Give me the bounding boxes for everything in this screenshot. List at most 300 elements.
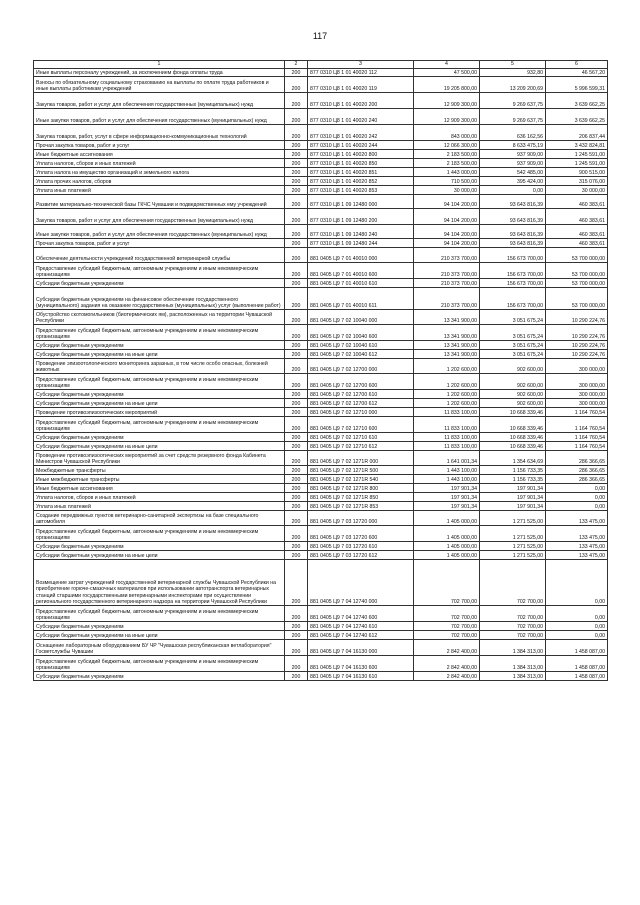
cell-code: 881 0405 Ц9 7 01 40010 000	[308, 248, 414, 263]
table-row	[34, 310, 608, 325]
cell-fact: 1 271 525,00	[480, 551, 546, 560]
header-cell: 3	[308, 61, 414, 69]
cell-name: Развитие материально-технической базы ГКЧС Чувашии и подведомственных ему учреждений	[34, 195, 285, 209]
cell-rest: 0,00	[546, 622, 608, 631]
cell-name: Проведение противоэпизоотических мероприятий	[34, 408, 285, 417]
header-cell: 2	[285, 61, 308, 69]
cell-grbs: 200	[285, 341, 308, 350]
cell-grbs: 200	[285, 279, 308, 288]
cell-name: Предоставление субсидий бюджетным, автономным учреждениям и иным некоммерческим организациям	[34, 263, 285, 279]
cell-code: 877 0310 Ц8 1 01 40020 244	[308, 141, 414, 150]
cell-code: 881 0405 Ц9 7 04 12740 000	[308, 560, 414, 606]
cell-grbs: 200	[285, 168, 308, 177]
cell-fact: 902 600,00	[480, 359, 546, 374]
cell-fact: 197 901,34	[480, 484, 546, 493]
table-row	[34, 399, 608, 408]
cell-plan: 210 373 700,00	[414, 248, 480, 263]
cell-code: 877 0310 Ц8 1 01 40020 852	[308, 177, 414, 186]
cell-plan: 210 373 700,00	[414, 279, 480, 288]
cell-plan: 94 104 200,00	[414, 195, 480, 209]
cell-grbs: 200	[285, 399, 308, 408]
cell-rest: 286 366,65	[546, 451, 608, 466]
cell-fact: 1 156 733,35	[480, 466, 546, 475]
cell-fact: 10 668 339,46	[480, 442, 546, 451]
cell-fact: 1 156 733,35	[480, 475, 546, 484]
page-number: 117	[312, 31, 328, 41]
cell-code: 877 0310 Ц8 1 01 40020 853	[308, 186, 414, 195]
cell-rest: 1 164 760,54	[546, 417, 608, 433]
table-row	[34, 125, 608, 141]
cell-fact: 937 909,00	[480, 159, 546, 168]
cell-plan: 2 183 500,00	[414, 150, 480, 159]
cell-rest: 53 700 000,00	[546, 279, 608, 288]
cell-rest: 3 639 662,25	[546, 109, 608, 125]
cell-grbs: 200	[285, 672, 308, 681]
cell-code: 877 0310 Ц8 1 01 40020 200	[308, 93, 414, 109]
cell-name: Закупка товаров, работ и услуг для обеспечения государственных (муниципальных) нужд	[34, 209, 285, 225]
cell-fact: 932,80	[480, 69, 546, 77]
cell-fact: 93 643 816,39	[480, 195, 546, 209]
cell-rest: 900 515,00	[546, 168, 608, 177]
cell-fact: 0,00	[480, 186, 546, 195]
cell-code: 881 0405 Ц9 7 02 12700 600	[308, 374, 414, 390]
cell-code: 881 0405 Ц9 7 02 1271R 540	[308, 475, 414, 484]
cell-rest: 133 475,00	[546, 511, 608, 526]
table-row	[34, 159, 608, 168]
cell-rest: 460 383,61	[546, 195, 608, 209]
table-row	[34, 502, 608, 511]
cell-plan: 11 833 100,00	[414, 408, 480, 417]
cell-code: 881 0405 Ц9 7 01 40010 610	[308, 279, 414, 288]
cell-grbs: 200	[285, 417, 308, 433]
cell-code: 877 0310 Ц8 1 09 12480 240	[308, 225, 414, 239]
cell-rest: 1 458 087,00	[546, 672, 608, 681]
cell-grbs: 200	[285, 622, 308, 631]
table-row	[34, 374, 608, 390]
cell-plan: 1 443 100,00	[414, 475, 480, 484]
table-row	[34, 672, 608, 681]
table-body	[34, 69, 608, 681]
cell-rest: 300 000,00	[546, 359, 608, 374]
table-row	[34, 408, 608, 417]
cell-plan: 1 443 000,00	[414, 168, 480, 177]
cell-rest: 0,00	[546, 484, 608, 493]
cell-plan: 710 500,00	[414, 177, 480, 186]
cell-name: Межбюджетные трансферты	[34, 466, 285, 475]
cell-plan: 13 341 900,00	[414, 325, 480, 341]
cell-name: Закупка товаров, работ и услуг для обеспечения государственных (муниципальных) нужд	[34, 93, 285, 109]
cell-code: 877 0310 Ц8 1 01 40020 240	[308, 109, 414, 125]
cell-grbs: 200	[285, 433, 308, 442]
cell-fact: 197 901,34	[480, 493, 546, 502]
cell-name: Уплата прочих налогов, сборов	[34, 177, 285, 186]
cell-name: Субсидии бюджетным учреждениям	[34, 279, 285, 288]
cell-grbs: 200	[285, 656, 308, 672]
cell-rest: 0,00	[546, 502, 608, 511]
table-row	[34, 560, 608, 606]
cell-code: 881 0405 Ц9 7 02 12700 000	[308, 359, 414, 374]
cell-code: 877 0310 Ц8 1 09 12480 244	[308, 239, 414, 248]
cell-name: Иные закупки товаров, работ и услуг для обеспечения государственных (муниципальных) нужд	[34, 109, 285, 125]
cell-plan: 1 641 001,34	[414, 451, 480, 466]
cell-plan: 1 405 000,00	[414, 526, 480, 542]
cell-name: Субсидии бюджетным учреждениям на иные цели	[34, 399, 285, 408]
cell-code: 881 0405 Ц9 7 02 12710 600	[308, 417, 414, 433]
cell-name: Проведение противоэпизоотических мероприятий за счет средств резервного фонда Кабинета Министров Чувашской Республики	[34, 451, 285, 466]
cell-fact: 9 269 637,75	[480, 93, 546, 109]
cell-grbs: 200	[285, 195, 308, 209]
cell-fact: 395 424,00	[480, 177, 546, 186]
cell-grbs: 200	[285, 310, 308, 325]
cell-name: Субсидии бюджетным учреждениям	[34, 341, 285, 350]
table-header-row	[34, 61, 608, 69]
cell-plan: 94 104 200,00	[414, 239, 480, 248]
cell-code: 877 0310 Ц8 1 01 40020 800	[308, 150, 414, 159]
table-row	[34, 359, 608, 374]
cell-rest: 53 700 000,00	[546, 288, 608, 310]
cell-fact: 636 162,56	[480, 125, 546, 141]
cell-code: 881 0405 Ц9 7 02 10040 000	[308, 310, 414, 325]
cell-code: 877 0310 Ц8 1 01 40020 242	[308, 125, 414, 141]
cell-fact: 13 209 200,69	[480, 77, 546, 93]
cell-rest: 300 000,00	[546, 399, 608, 408]
header-cell: 4	[414, 61, 480, 69]
cell-plan: 47 500,00	[414, 69, 480, 77]
table-row	[34, 141, 608, 150]
cell-name: Субсидии бюджетным учреждениям	[34, 390, 285, 399]
cell-plan: 210 373 700,00	[414, 288, 480, 310]
cell-code: 881 0405 Ц9 7 02 10040 600	[308, 325, 414, 341]
table-row	[34, 225, 608, 239]
cell-code: 881 0405 Ц9 7 03 12720 000	[308, 511, 414, 526]
cell-grbs: 200	[285, 475, 308, 484]
table-row	[34, 168, 608, 177]
cell-name: Уплата иных платежей	[34, 186, 285, 195]
cell-rest: 133 475,00	[546, 551, 608, 560]
cell-plan: 94 104 200,00	[414, 209, 480, 225]
cell-grbs: 200	[285, 390, 308, 399]
cell-code: 877 0310 Ц8 1 09 12480 000	[308, 195, 414, 209]
cell-plan: 197 901,34	[414, 493, 480, 502]
table-row	[34, 288, 608, 310]
cell-grbs: 200	[285, 325, 308, 341]
cell-code: 881 0405 Ц9 7 04 16130 000	[308, 640, 414, 656]
table-row	[34, 195, 608, 209]
cell-grbs: 200	[285, 442, 308, 451]
cell-code: 881 0405 Ц9 7 02 12710 000	[308, 408, 414, 417]
cell-grbs: 200	[285, 69, 308, 77]
cell-name: Субсидии бюджетным учреждениям на иные цели	[34, 442, 285, 451]
cell-grbs: 200	[285, 248, 308, 263]
cell-fact: 3 051 675,24	[480, 341, 546, 350]
cell-grbs: 200	[285, 225, 308, 239]
cell-rest: 300 000,00	[546, 374, 608, 390]
cell-grbs: 200	[285, 526, 308, 542]
cell-code: 881 0405 Ц9 7 04 12740 600	[308, 606, 414, 622]
cell-plan: 197 901,34	[414, 484, 480, 493]
cell-code: 881 0405 Ц9 7 02 12700 612	[308, 399, 414, 408]
cell-grbs: 200	[285, 177, 308, 186]
cell-fact: 10 668 339,46	[480, 408, 546, 417]
cell-plan: 843 000,00	[414, 125, 480, 141]
cell-rest: 1 458 087,00	[546, 640, 608, 656]
cell-grbs: 200	[285, 502, 308, 511]
table-row	[34, 526, 608, 542]
cell-plan: 2 183 500,00	[414, 159, 480, 168]
cell-plan: 12 909 300,00	[414, 93, 480, 109]
cell-fact: 1 271 525,00	[480, 542, 546, 551]
cell-name: Предоставление субсидий бюджетным, автономным учреждениям и иным некоммерческим организациям	[34, 606, 285, 622]
table-row	[34, 656, 608, 672]
cell-name: Уплата иных платежей	[34, 502, 285, 511]
cell-rest: 460 383,61	[546, 225, 608, 239]
cell-rest: 10 290 224,76	[546, 341, 608, 350]
cell-code: 881 0405 Ц9 7 03 12720 612	[308, 551, 414, 560]
table-row	[34, 248, 608, 263]
cell-plan: 1 202 600,00	[414, 390, 480, 399]
cell-code: 881 0405 Ц9 7 02 12710 610	[308, 433, 414, 442]
cell-fact: 156 673 700,00	[480, 263, 546, 279]
cell-rest: 53 700 000,00	[546, 248, 608, 263]
cell-grbs: 200	[285, 288, 308, 310]
cell-grbs: 200	[285, 551, 308, 560]
cell-grbs: 200	[285, 77, 308, 93]
cell-fact: 8 633 475,19	[480, 141, 546, 150]
cell-code: 877 0310 Ц8 1 01 40020 850	[308, 159, 414, 168]
table-row	[34, 209, 608, 225]
table-row	[34, 325, 608, 341]
cell-code: 881 0405 Ц9 7 02 12710 612	[308, 442, 414, 451]
cell-plan: 702 700,00	[414, 606, 480, 622]
cell-grbs: 200	[285, 263, 308, 279]
table-row	[34, 186, 608, 195]
cell-grbs: 200	[285, 408, 308, 417]
cell-plan: 1 405 000,00	[414, 511, 480, 526]
cell-fact: 197 901,34	[480, 502, 546, 511]
cell-fact: 702 700,00	[480, 606, 546, 622]
cell-rest: 460 383,61	[546, 209, 608, 225]
table-row	[34, 263, 608, 279]
cell-name: Уплата налогов, сборов и иных платежей	[34, 159, 285, 168]
table-row	[34, 433, 608, 442]
cell-name: Уплата налога на имущество организаций и земельного налога	[34, 168, 285, 177]
table-row	[34, 239, 608, 248]
cell-grbs: 200	[285, 209, 308, 225]
cell-plan: 702 700,00	[414, 631, 480, 640]
cell-fact: 9 269 637,75	[480, 109, 546, 125]
table-row	[34, 622, 608, 631]
cell-plan: 11 833 100,00	[414, 417, 480, 433]
cell-rest: 133 475,00	[546, 542, 608, 551]
cell-name: Взносы по обязательному социальному страхованию на выплаты по оплате труда работников и иные выплаты работникам учреждений	[34, 77, 285, 93]
cell-rest: 133 475,00	[546, 526, 608, 542]
cell-grbs: 200	[285, 141, 308, 150]
budget-table	[33, 60, 608, 681]
cell-name: Предоставление субсидий бюджетным, автономным учреждениям и иным некоммерческим организациям	[34, 526, 285, 542]
cell-fact: 93 643 816,39	[480, 225, 546, 239]
cell-fact: 1 384 313,00	[480, 640, 546, 656]
cell-name: Предоставление субсидий бюджетным, автономным учреждениям и иным некоммерческим организациям	[34, 417, 285, 433]
cell-code: 881 0405 Ц9 7 01 40010 600	[308, 263, 414, 279]
cell-name: Субсидии бюджетным учреждениям на финансовое обеспечение государственного (муниципального) задания на оказание государственных (муниципальных) услуг (выполнение работ)	[34, 288, 285, 310]
cell-fact: 156 673 700,00	[480, 279, 546, 288]
cell-code: 881 0405 Ц9 7 02 12700 610	[308, 390, 414, 399]
cell-name: Субсидии бюджетным учреждениям	[34, 433, 285, 442]
cell-plan: 19 205 800,00	[414, 77, 480, 93]
cell-grbs: 200	[285, 374, 308, 390]
table-row	[34, 511, 608, 526]
table-row	[34, 475, 608, 484]
cell-code: 881 0405 Ц9 7 02 1271R 800	[308, 484, 414, 493]
cell-fact: 3 051 675,24	[480, 325, 546, 341]
table-row	[34, 631, 608, 640]
cell-fact: 1 384 313,00	[480, 672, 546, 681]
cell-fact: 3 051 675,24	[480, 310, 546, 325]
cell-code: 881 0405 Ц9 7 02 1271R 850	[308, 493, 414, 502]
table-row	[34, 442, 608, 451]
cell-rest: 1 164 760,54	[546, 442, 608, 451]
cell-fact: 1 271 525,00	[480, 526, 546, 542]
cell-fact: 1 354 634,69	[480, 451, 546, 466]
cell-rest: 0,00	[546, 493, 608, 502]
cell-grbs: 200	[285, 159, 308, 168]
cell-grbs: 200	[285, 466, 308, 475]
table-row	[34, 109, 608, 125]
table-row	[34, 341, 608, 350]
cell-grbs: 200	[285, 125, 308, 141]
cell-rest: 46 567,20	[546, 69, 608, 77]
cell-plan: 1 405 000,00	[414, 551, 480, 560]
table-row	[34, 551, 608, 560]
cell-grbs: 200	[285, 511, 308, 526]
cell-fact: 902 600,00	[480, 374, 546, 390]
cell-name: Обеспечение деятельности учреждений государственной ветеринарной службы	[34, 248, 285, 263]
table-row	[34, 279, 608, 288]
cell-plan: 11 833 100,00	[414, 433, 480, 442]
cell-grbs: 200	[285, 560, 308, 606]
cell-rest: 1 164 760,54	[546, 433, 608, 442]
cell-fact: 10 668 339,46	[480, 417, 546, 433]
table-row	[34, 69, 608, 77]
cell-name: Проведение эпизоотологического мониторинга заразных, в том числе особо опасных, болезней животных	[34, 359, 285, 374]
cell-plan: 11 833 100,00	[414, 442, 480, 451]
cell-code: 881 0405 Ц9 7 04 12740 612	[308, 631, 414, 640]
cell-code: 881 0405 Ц9 7 04 16130 600	[308, 656, 414, 672]
table-row	[34, 451, 608, 466]
cell-name: Предоставление субсидий бюджетным, автономным учреждениям и иным некоммерческим организациям	[34, 656, 285, 672]
cell-code: 881 0405 Ц9 7 04 12740 610	[308, 622, 414, 631]
cell-fact: 93 643 816,39	[480, 239, 546, 248]
table-row	[34, 493, 608, 502]
cell-code: 877 0310 Ц8 1 01 40020 851	[308, 168, 414, 177]
cell-rest: 1 245 591,00	[546, 150, 608, 159]
cell-grbs: 200	[285, 350, 308, 359]
cell-grbs: 200	[285, 359, 308, 374]
cell-grbs: 200	[285, 186, 308, 195]
cell-name: Иные бюджетные ассигнования	[34, 150, 285, 159]
cell-rest: 460 383,61	[546, 239, 608, 248]
table-row	[34, 390, 608, 399]
cell-name: Иные бюджетные ассигнования	[34, 484, 285, 493]
cell-name: Уплата налогов, сборов и иных платежей	[34, 493, 285, 502]
cell-code: 881 0405 Ц9 7 02 1271R 853	[308, 502, 414, 511]
cell-rest: 3 639 662,25	[546, 93, 608, 109]
cell-name: Создание передвижных пунктов ветеринарно-санитарной экспертизы на базе специального автомобиля	[34, 511, 285, 526]
header-cell: 5	[480, 61, 546, 69]
cell-rest: 1 245 591,00	[546, 159, 608, 168]
header-cell: 6	[546, 61, 608, 69]
cell-grbs: 200	[285, 93, 308, 109]
cell-fact: 93 643 816,39	[480, 209, 546, 225]
cell-plan: 13 341 900,00	[414, 310, 480, 325]
cell-name: Прочая закупка товаров, работ и услуг	[34, 239, 285, 248]
cell-rest: 206 837,44	[546, 125, 608, 141]
table-row	[34, 93, 608, 109]
cell-plan: 1 202 600,00	[414, 374, 480, 390]
cell-grbs: 200	[285, 493, 308, 502]
cell-code: 881 0405 Ц9 7 02 10040 612	[308, 350, 414, 359]
cell-plan: 2 842 400,00	[414, 640, 480, 656]
cell-rest: 10 290 224,76	[546, 310, 608, 325]
cell-fact: 702 700,00	[480, 560, 546, 606]
cell-grbs: 200	[285, 239, 308, 248]
cell-name: Оснащение лабораторным оборудованием БУ ЧР "Чувашская республиканская ветлаборатория" Госветслужбы Чувашии	[34, 640, 285, 656]
cell-plan: 2 842 400,00	[414, 672, 480, 681]
cell-code: 881 0405 Ц9 7 02 10040 610	[308, 341, 414, 350]
cell-name: Закупка товаров, работ, услуг в сфере информационно-коммуникационных технологий	[34, 125, 285, 141]
cell-grbs: 200	[285, 150, 308, 159]
cell-name: Иные межбюджетные трансферты	[34, 475, 285, 484]
cell-plan: 1 202 600,00	[414, 359, 480, 374]
cell-code: 881 0405 Ц9 7 02 1271R 500	[308, 466, 414, 475]
cell-plan: 1 405 000,00	[414, 542, 480, 551]
table-row	[34, 484, 608, 493]
cell-rest: 0,00	[546, 631, 608, 640]
table-row	[34, 542, 608, 551]
cell-code: 881 0405 Ц9 7 04 16130 610	[308, 672, 414, 681]
cell-name: Субсидии бюджетным учреждениям на иные цели	[34, 551, 285, 560]
cell-plan: 13 341 900,00	[414, 350, 480, 359]
cell-name: Субсидии бюджетным учреждениям на иные цели	[34, 631, 285, 640]
cell-name: Возмещение затрат учреждений государственной ветеринарной службы Чувашской Республики на приобретение горюче-смазочных материалов при использовании автотранспорта ветеринарных станций старшими государственными ветеринарными инспекторами при осуществлении регионального государственного ветеринарного надзора на территории Чувашской Республики	[34, 560, 285, 606]
cell-grbs: 200	[285, 631, 308, 640]
cell-name: Субсидии бюджетным учреждениям на иные цели	[34, 350, 285, 359]
cell-fact: 542 485,00	[480, 168, 546, 177]
cell-rest: 53 700 000,00	[546, 263, 608, 279]
table-row	[34, 77, 608, 93]
cell-plan: 210 373 700,00	[414, 263, 480, 279]
cell-name: Обустройство скотомогильников (биотермических ям), расположенных на территории Чувашской Республики	[34, 310, 285, 325]
cell-rest: 10 290 224,76	[546, 325, 608, 341]
cell-grbs: 200	[285, 542, 308, 551]
cell-name: Предоставление субсидий бюджетным, автономным учреждениям и иным некоммерческим организациям	[34, 374, 285, 390]
cell-name: Субсидии бюджетным учреждениям	[34, 542, 285, 551]
cell-rest: 30 000,00	[546, 186, 608, 195]
cell-rest: 315 076,00	[546, 177, 608, 186]
cell-grbs: 200	[285, 606, 308, 622]
cell-plan: 13 341 900,00	[414, 341, 480, 350]
cell-name: Субсидии бюджетным учреждениям	[34, 672, 285, 681]
cell-plan: 94 104 200,00	[414, 225, 480, 239]
cell-plan: 1 202 600,00	[414, 399, 480, 408]
cell-fact: 10 668 339,46	[480, 433, 546, 442]
cell-fact: 937 909,00	[480, 150, 546, 159]
cell-fact: 3 051 675,24	[480, 350, 546, 359]
cell-code: 881 0405 Ц9 7 01 40010 611	[308, 288, 414, 310]
cell-code: 877 0310 Ц8 1 01 40020 112	[308, 69, 414, 77]
cell-fact: 702 700,00	[480, 622, 546, 631]
cell-name: Иные закупки товаров, работ и услуг для обеспечения государственных (муниципальных) нужд	[34, 225, 285, 239]
